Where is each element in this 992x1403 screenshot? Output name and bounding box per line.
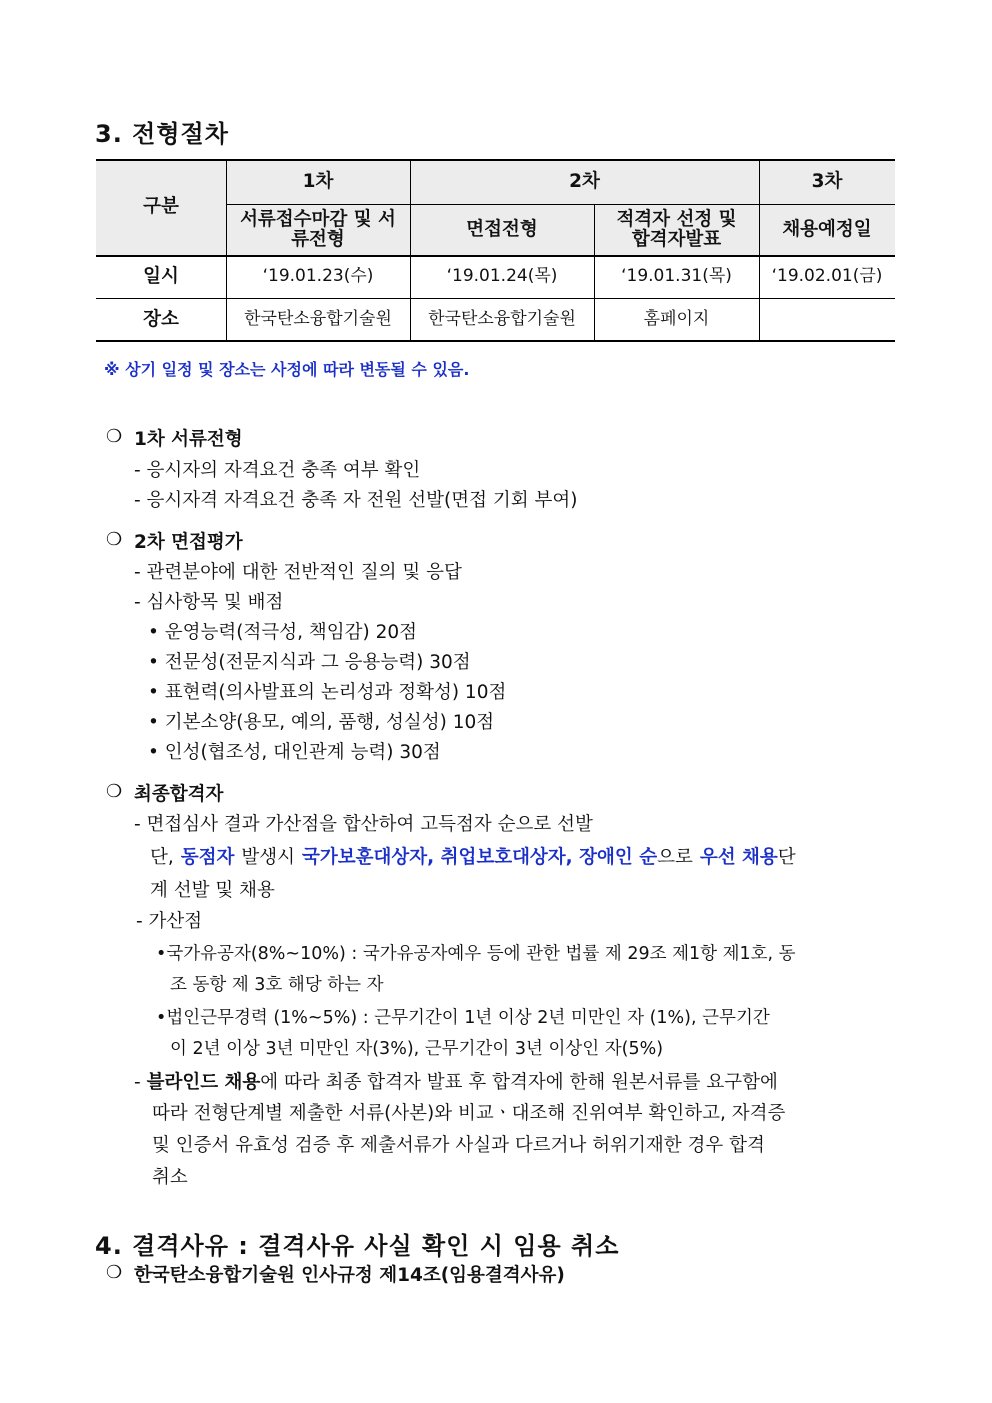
circle-bullet-icon: ❍ bbox=[106, 781, 123, 802]
bonus-item-cont: 조 동항 제 3호 해당 하는 자 bbox=[170, 975, 384, 995]
blind-hiring-line bbox=[134, 1068, 778, 1094]
table-row-label-date: 일시 bbox=[143, 265, 179, 287]
table-header-stage1: 1차 bbox=[226, 159, 410, 204]
table-header-stage3: 3차 bbox=[759, 159, 895, 204]
table-header-category: 구분 bbox=[96, 159, 226, 255]
table-header-stage2: 2차 bbox=[410, 159, 759, 204]
table-rule bbox=[594, 204, 595, 342]
blind-hiring-line: 따라 전형단계별 제출한 서류(사본)와 비교ㆍ대조해 진위여부 확인하고, 자격증 bbox=[152, 1103, 786, 1124]
table-rule bbox=[96, 340, 895, 342]
table-rule bbox=[96, 159, 895, 161]
circle-bullet-icon: ❍ bbox=[106, 529, 123, 550]
bonus-item-cont: 이 2년 이상 3년 미만인 자(3%), 근무기간이 3년 이상인 자(5%) bbox=[170, 1039, 664, 1059]
table-cell: 한국탄소융합기술원 bbox=[244, 309, 392, 330]
blind-hiring-label: 블라인드 채용 bbox=[146, 1072, 261, 1093]
list-item: - 심사항목 및 배점 bbox=[134, 592, 284, 613]
list-item: - 응시자격 자격요건 충족 자 전원 선발(면접 기회 부여) bbox=[134, 490, 578, 511]
final-paragraph-line: 계 선발 및 채용 bbox=[150, 880, 275, 901]
bonus-item: •법인근무경력 (1%~5%) : 근무기간이 1년 이상 2년 미만인 자 (1%), 근무기간 bbox=[156, 1008, 770, 1028]
blind-hiring-line: 및 인증서 유효성 검증 후 제출서류가 사실과 다르거나 허위기재한 경우 합격 bbox=[152, 1135, 765, 1156]
circle-bullet-icon: ❍ bbox=[106, 1262, 123, 1283]
table-cell: 한국탄소융합기술원 bbox=[428, 309, 576, 330]
table-cell bbox=[759, 298, 895, 342]
table-cell: 홈페이지 bbox=[643, 309, 710, 330]
table-rule bbox=[759, 159, 760, 342]
highlight-tie: 동점자 bbox=[180, 847, 235, 868]
section-3-title: 3. 전형절차 bbox=[95, 120, 229, 148]
score-item: • 전문성(전문지식과 그 응용능력) 30점 bbox=[148, 652, 471, 673]
table-cell: ‘19.01.24(목) bbox=[446, 265, 558, 286]
table-rule bbox=[96, 298, 895, 299]
section-4-title: 4. 결격사유 : 결격사유 사실 확인 시 임용 취소 bbox=[95, 1232, 620, 1260]
text-run: 발생시 bbox=[241, 847, 296, 868]
text-run: 에 따라 최종 합격자 발표 후 합격자에 한해 원본서류를 요구함에 bbox=[260, 1072, 778, 1093]
text-run: 단, bbox=[150, 847, 174, 868]
score-item: • 인성(협조성, 대인관계 능력) 30점 bbox=[148, 742, 441, 763]
final-paragraph-line: - 면접심사 결과 가산점을 합산하여 고득점자 순으로 선발 bbox=[134, 814, 593, 835]
stage1-heading: 1차 서류전형 bbox=[134, 429, 243, 450]
table-sub-interview: 면접전형 bbox=[410, 204, 594, 255]
final-heading: 최종합격자 bbox=[134, 784, 224, 805]
score-item: • 기본소양(용모, 예의, 품행, 성실성) 10점 bbox=[148, 712, 495, 733]
text-run: 단 bbox=[777, 847, 796, 868]
table-sub-hire-date: 채용예정일 bbox=[759, 204, 895, 255]
section-4-item: 한국탄소융합기술원 인사규정 제14조(임용결격사유) bbox=[134, 1265, 565, 1286]
blind-hiring-line: 취소 bbox=[152, 1167, 188, 1188]
table-sub-announcement: 적격자 선정 및 합격자발표 bbox=[594, 204, 759, 255]
list-item: - 관련분야에 대한 전반적인 질의 및 응답 bbox=[134, 562, 462, 583]
score-item: • 표현력(의사발표의 논리성과 정확성) 10점 bbox=[148, 682, 507, 703]
circle-bullet-icon: ❍ bbox=[106, 426, 123, 447]
table-cell: ‘19.02.01(금) bbox=[771, 265, 883, 286]
table-rule bbox=[96, 255, 895, 257]
table-sub-document-screening: 서류접수마감 및 서류전형 bbox=[226, 204, 410, 255]
schedule-notice: ※ 상기 일정 및 장소는 사정에 따라 변동될 수 있음. bbox=[104, 360, 470, 379]
stage2-heading: 2차 면접평가 bbox=[134, 532, 243, 553]
score-item: • 운영능력(적극성, 책임감) 20점 bbox=[148, 622, 417, 643]
bonus-heading: - 가산점 bbox=[136, 911, 203, 932]
table-rule bbox=[226, 159, 227, 342]
text-run: 으로 bbox=[657, 847, 693, 868]
highlight-priority-hire: 우선 채용 bbox=[699, 847, 778, 868]
table-rule bbox=[410, 159, 411, 342]
table-cell: ‘19.01.31(목) bbox=[621, 265, 732, 286]
schedule-table bbox=[96, 159, 895, 342]
table-row-label-place: 장소 bbox=[143, 309, 179, 331]
table-cell: ‘19.01.23(수) bbox=[262, 265, 374, 286]
highlight-priority-groups: 국가보훈대상자, 취업보호대상자, 장애인 순 bbox=[302, 847, 658, 868]
final-paragraph-line bbox=[150, 843, 896, 869]
table-rule bbox=[226, 204, 895, 205]
list-item: - 응시자의 자격요건 충족 여부 확인 bbox=[134, 460, 421, 481]
text-run: - bbox=[134, 1072, 141, 1093]
bonus-item: •국가유공자(8%~10%) : 국가유공자예우 등에 관한 법률 제 29조 제1항 제1호, 동 bbox=[156, 944, 796, 964]
